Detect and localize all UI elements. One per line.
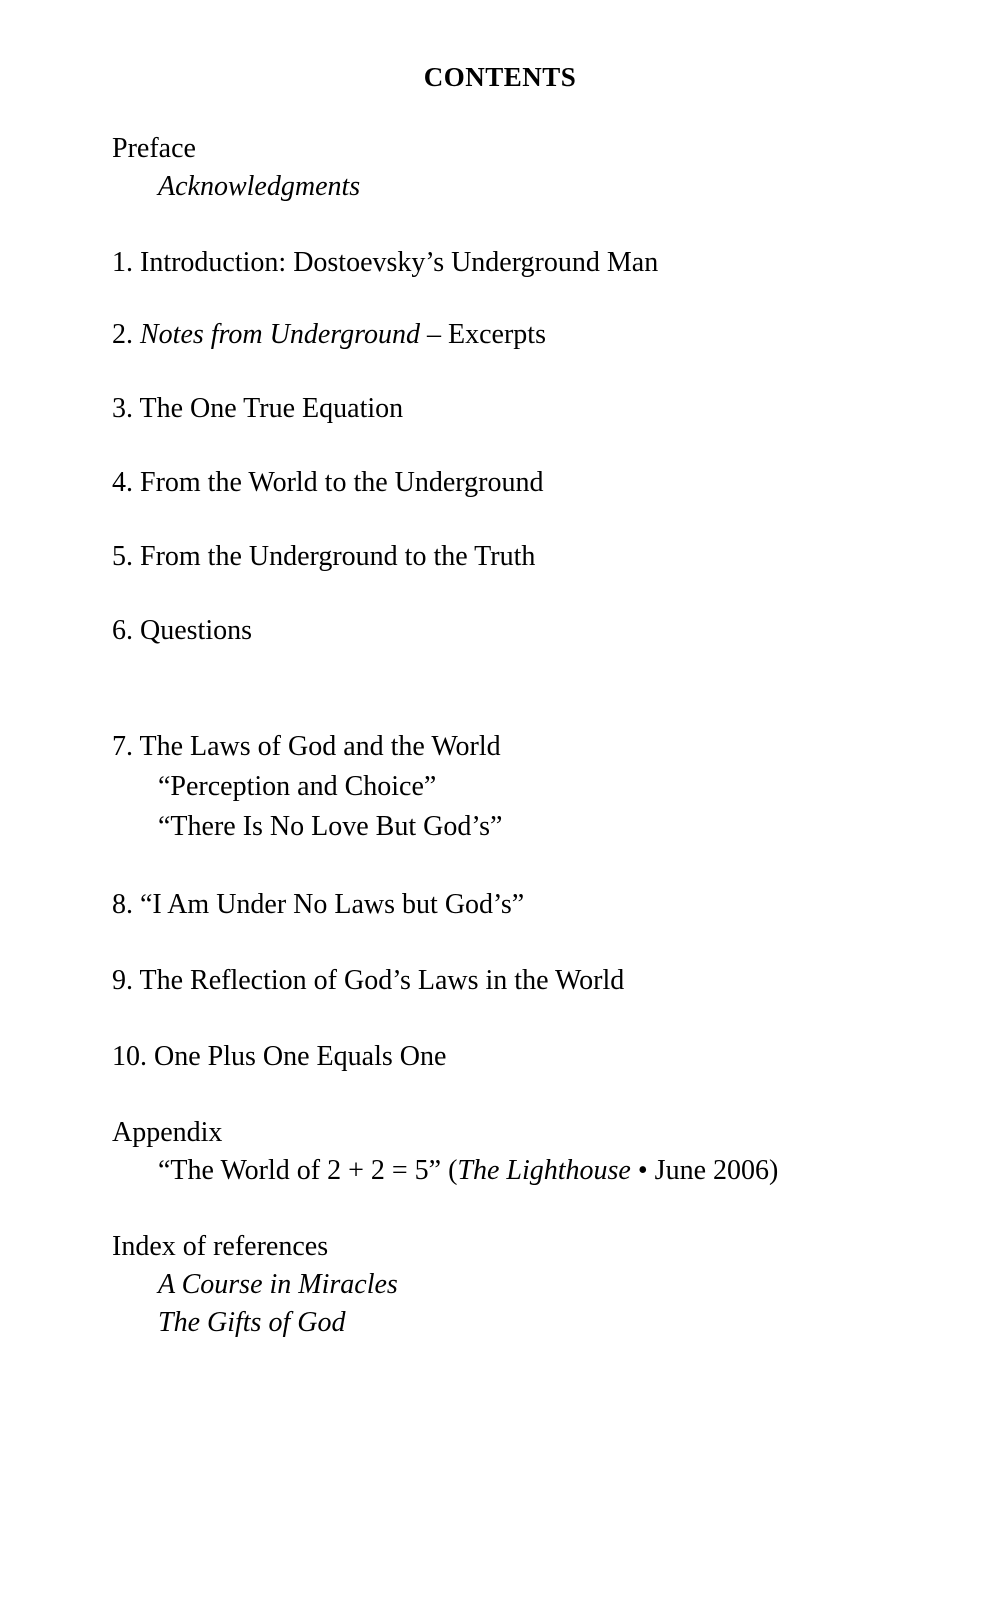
- page-title: CONTENTS: [423, 62, 577, 92]
- appendix-date: • June 2006): [630, 1155, 779, 1186]
- chapter-9-entry: 9. The Reflection of God’s Laws in the World: [112, 965, 625, 996]
- index-entry: Index of references: [112, 1231, 329, 1262]
- appendix-subentry: [158, 1154, 778, 1188]
- chapter-2-book-title: Notes from Underground: [140, 319, 420, 350]
- chapter-10-entry: 10. One Plus One Equals One: [112, 1041, 447, 1072]
- acknowledgments-entry: Acknowledgments: [158, 171, 361, 202]
- chapter-2-number: 2.: [112, 319, 140, 350]
- chapter-5-entry: 5. From the Underground to the Truth: [112, 541, 536, 572]
- chapter-4-entry: 4. From the World to the Underground: [112, 467, 544, 498]
- chapter-2-suffix: – Excerpts: [420, 319, 546, 350]
- index-ref-1: A Course in Miracles: [158, 1269, 398, 1300]
- chapter-3-entry: 3. The One True Equation: [112, 393, 404, 424]
- appendix-entry: Appendix: [112, 1117, 223, 1148]
- chapter-6-entry: 6. Questions: [112, 615, 252, 646]
- chapter-7-entry: 7. The Laws of God and the World: [112, 731, 501, 762]
- chapter-8-entry: 8. “I Am Under No Laws but God’s”: [112, 889, 525, 920]
- index-ref-2: The Gifts of God: [158, 1307, 346, 1338]
- chapter-7-subentry-2: “There Is No Love But God’s”: [158, 811, 503, 842]
- chapter-2-entry: [112, 318, 546, 352]
- preface-entry: Preface: [112, 133, 196, 164]
- appendix-publication: The Lighthouse: [457, 1155, 631, 1186]
- chapter-7-subentry-1: “Perception and Choice”: [158, 771, 437, 802]
- appendix-article-title: “The World of 2 + 2 = 5” (: [158, 1155, 458, 1186]
- chapter-1-entry: 1. Introduction: Dostoevsky’s Underground Man: [112, 247, 659, 278]
